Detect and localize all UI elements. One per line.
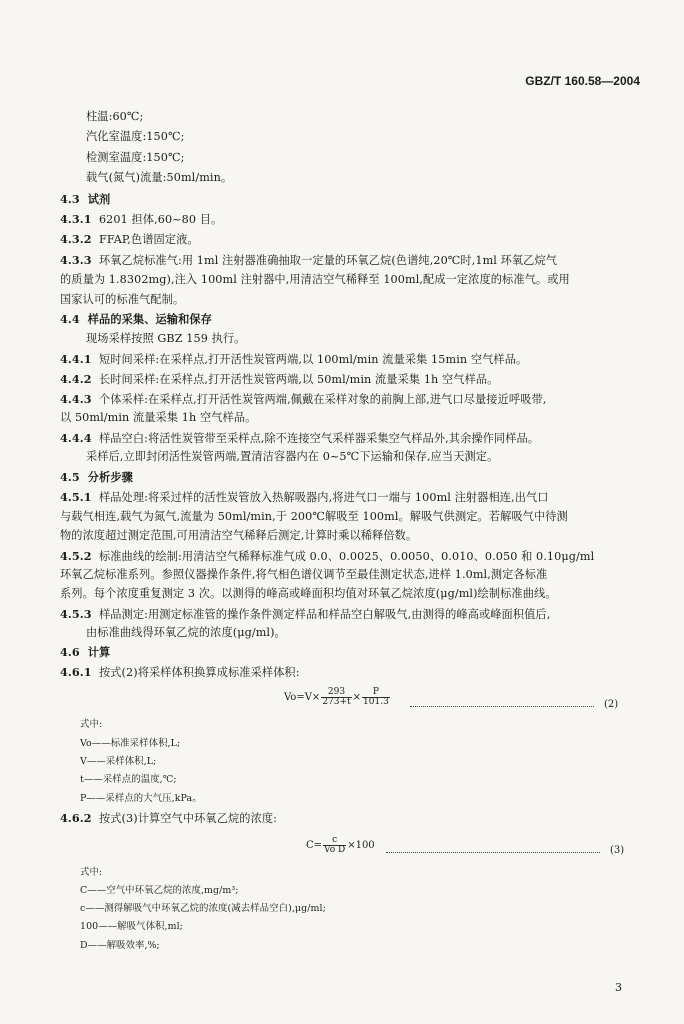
section-4-5-3-cont: 由标准曲线得环氧乙烷的浓度(μg/ml)。: [86, 626, 286, 639]
section-4-4-3-cont: 以 50ml/min 流量采集 1h 空气样品。: [60, 411, 257, 424]
column-temp-line: 柱温:60℃;: [86, 110, 144, 123]
equation-3-number: (3): [610, 845, 625, 856]
section-4-5-1-cont: 与载气相连,载气为氮气,流量为 50ml/min,于 200℃解吸至 100ml。解吸气供测定。若解吸气中待测: [60, 510, 568, 523]
section-4-3-1: 4.3.1 6201 担体,60~80 目。: [60, 212, 223, 226]
equation-2: Vo=V× $\frac{293}{273+t}$ × $\frac{P}{101.3}$: [284, 687, 389, 707]
equation-3: C= $\frac{c}{\text{Vo D}}$ ×100: [306, 835, 375, 855]
section-4-3-3: 4.3.3 环氧乙烷标准气:用 1ml 注射器准确抽取一定量的环氧乙烷(色谱纯,20℃时,1ml 环氧乙烷气: [60, 253, 558, 267]
page-number: 3: [615, 981, 622, 994]
carrier-gas-line: 载气(氮气)流量:50ml/min。: [86, 171, 233, 184]
detector-temp-line: 检测室温度:150℃;: [86, 151, 185, 164]
equation-2-leader: [410, 706, 594, 707]
section-4-3-3-cont2: 国家认可的标准气配制。: [60, 293, 185, 306]
section-4-5-1: 4.5.1 样品处理:将采过样的活性炭管放入热解吸器内,将进气口一端与 100ml 注射器相连,出气口: [60, 490, 549, 504]
vaporizer-temp-line: 汽化室温度:150℃;: [86, 130, 185, 143]
where-label-1: 式中:: [80, 719, 103, 730]
section-4-5-2: 4.5.2 标准曲线的绘制:用清洁空气稀释标准气成 0.0、0.0025、0.0050、0.010、0.050 和 0.10μg/ml: [60, 549, 595, 563]
section-4-4-intro: 现场采样按照 GBZ 159 执行。: [86, 332, 246, 345]
section-4-4-3: 4.4.3 个体采样:在采样点,打开活性炭管两端,佩戴在采样对象的前胸上部,进气口尽量接近呼吸带,: [60, 392, 547, 406]
section-4-4-1: 4.4.1 短时间采样:在采样点,打开活性炭管两端,以 100ml/min 流量采集 15min 空气样品。: [60, 352, 528, 366]
definition-vo: Vo——标准采样体积,L;: [80, 738, 181, 749]
section-4-3-3-cont: 的质量为 1.8302mg),注入 100ml 注射器中,用清洁空气稀释至 100ml,配成一定浓度的标准气。或用: [60, 273, 570, 286]
section-4-5-2-cont2: 系列。每个浓度重复测定 3 次。以测得的峰高或峰面积均值对环氧乙烷浓度(μg/ml)绘制标准曲线。: [60, 587, 557, 600]
section-4-4-2: 4.4.2 长时间采样:在采样点,打开活性炭管两端,以 50ml/min 流量采集 1h 空气样品。: [60, 372, 499, 386]
section-4-6-2: 4.6.2 按式(3)计算空气中环氧乙烷的浓度:: [60, 811, 278, 825]
where-label-2: 式中:: [80, 867, 103, 878]
section-4-3-2: 4.3.2 FFAP,色谱固定液。: [60, 232, 199, 246]
section-4-5-3: 4.5.3 样品测定:用测定标准管的操作条件测定样品和样品空白解吸气,由测得的峰高或峰面积值后,: [60, 607, 551, 621]
section-4-4-heading: 4.4 样品的采集、运输和保存: [60, 312, 212, 326]
section-4-5-heading: 4.5 分析步骤: [60, 470, 133, 484]
equation-3-leader: [386, 852, 600, 853]
definition-d: D——解吸效率,%;: [80, 940, 160, 951]
definition-v: V——采样体积,L;: [80, 756, 157, 767]
section-4-5-2-cont: 环氧乙烷标准系列。参照仪器操作条件,将气相色谱仪调节至最佳测定状态,进样 1.0ml,测定各标准: [60, 568, 548, 581]
standard-number-header: GBZ/T 160.58—2004: [525, 74, 640, 88]
definition-c-upper: C——空气中环氧乙烷的浓度,mg/m³;: [80, 885, 239, 896]
section-4-4-4-cont: 采样后,立即封闭活性炭管两端,置清洁容器内在 0~5℃下运输和保存,应当天测定。: [86, 450, 499, 463]
definition-100: 100——解吸气体积,ml;: [80, 921, 183, 932]
section-4-6-heading: 4.6 计算: [60, 645, 111, 659]
definition-t: t——采样点的温度,℃;: [80, 774, 177, 785]
section-4-5-1-cont2: 物的浓度超过测定范围,可用清洁空气稀释后测定,计算时乘以稀释倍数。: [60, 529, 418, 542]
definition-p: P——采样点的大气压,kPa。: [80, 793, 202, 804]
section-4-3-heading: 4.3 试剂: [60, 192, 111, 206]
equation-2-number: (2): [604, 699, 619, 710]
section-4-4-4: 4.4.4 样品空白:将活性炭管带至采样点,除不连接空气采样器采集空气样品外,其余操作同样品。: [60, 431, 540, 445]
section-4-6-1: 4.6.1 按式(2)将采样体积换算成标准采样体积:: [60, 665, 300, 679]
definition-c-lower: c——测得解吸气中环氧乙烷的浓度(减去样品空白),μg/ml;: [80, 903, 326, 914]
